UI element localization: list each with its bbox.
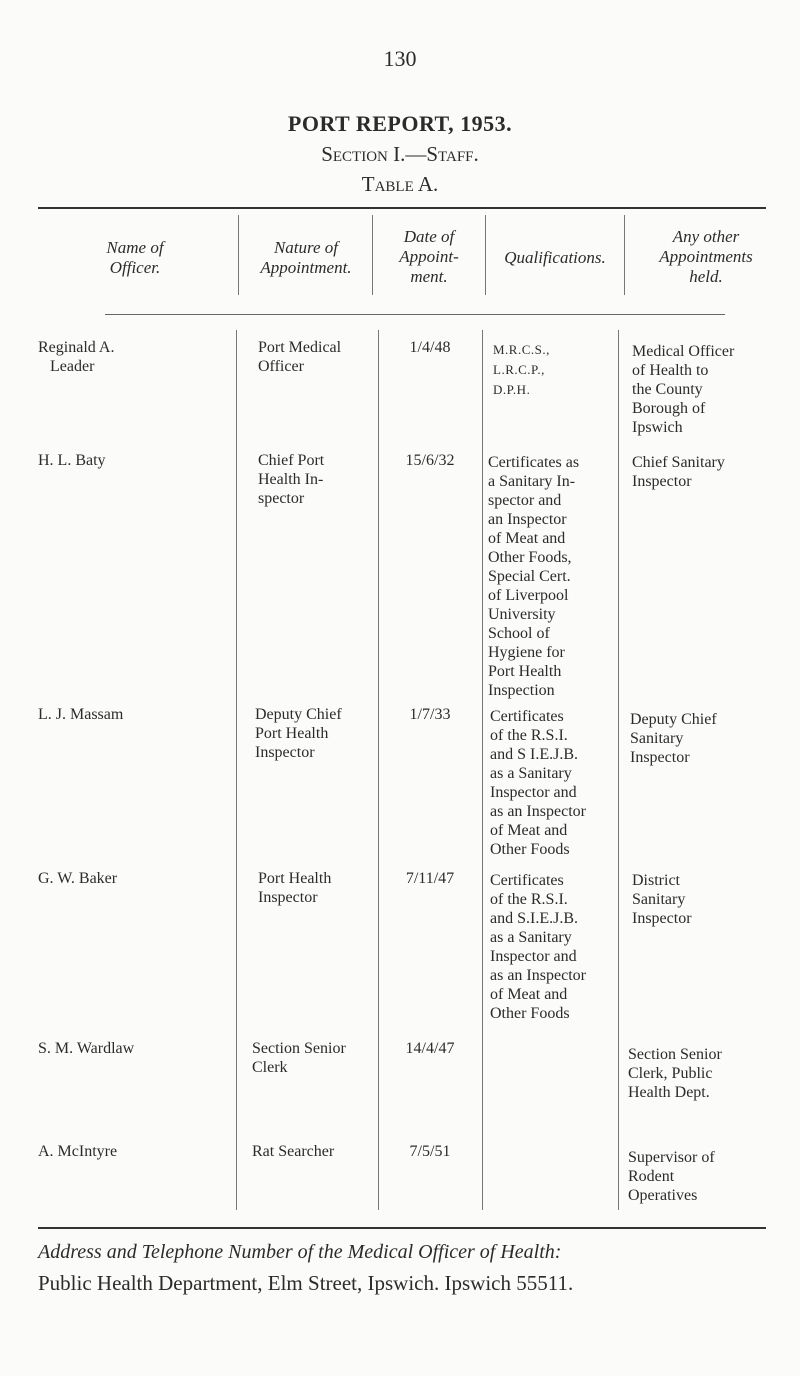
text-line: spector and: [488, 492, 562, 509]
text-line: Section Senior: [628, 1046, 722, 1063]
text-line: D.P.H.: [493, 382, 531, 397]
text-line: of Health to: [632, 362, 709, 379]
header-line: ment.: [410, 267, 448, 286]
text-line: Inspector: [632, 473, 692, 490]
header-date: [376, 227, 482, 287]
text-line: Sanitary: [630, 730, 684, 747]
text-line: L.R.C.P.,: [493, 362, 545, 377]
header-line: Appointment.: [260, 258, 352, 277]
text-line: as a Sanitary: [490, 929, 572, 946]
appointment-date: 14/4/47: [405, 1040, 455, 1057]
text-line: and S I.E.J.B.: [490, 746, 578, 763]
other-appointments: [632, 342, 762, 437]
other-appointments: [628, 1045, 768, 1102]
text-line: Certificates as: [488, 454, 580, 471]
table-bottom-rule: [38, 1227, 766, 1229]
text-line: a Sanitary In-: [488, 473, 576, 490]
text-line: District: [632, 872, 680, 889]
text-line: Inspector: [632, 910, 692, 927]
text-line: Medical Officer: [632, 343, 735, 360]
text-line: Certificates: [490, 872, 564, 889]
text-line: Supervisor of: [628, 1149, 715, 1166]
text-line: Chief Port: [258, 452, 325, 469]
text-line: Inspector: [258, 889, 318, 906]
text-line: L. J. Massam: [38, 706, 124, 723]
header-line: Name of: [106, 238, 164, 257]
text-line: Section Senior: [252, 1040, 346, 1057]
text-line: Port Health: [255, 725, 329, 742]
appointment-nature: [258, 869, 378, 907]
column-divider: [618, 330, 619, 1210]
text-line: Inspector: [255, 744, 315, 761]
header-line: Qualifications.: [504, 248, 606, 267]
officer-name: [38, 451, 188, 470]
header-line: Appoint-: [399, 247, 459, 266]
officer-name: [38, 1039, 218, 1058]
text-line: Inspector: [630, 749, 690, 766]
text-line: Officer: [258, 358, 304, 375]
appointment-date: 1/4/48: [409, 339, 451, 356]
column-divider: [372, 215, 373, 295]
text-line: Health In-: [258, 471, 324, 488]
text-line: spector: [258, 490, 305, 507]
header-line: Nature of: [273, 238, 339, 257]
text-line: of the R.S.I.: [490, 727, 568, 744]
text-line: H. L. Baty: [38, 452, 106, 469]
header-name: [55, 238, 215, 278]
text-line: G. W. Baker: [38, 870, 118, 887]
table-title: Table A.: [361, 172, 439, 196]
text-line: Clerk, Public: [628, 1065, 713, 1082]
text-line: Deputy Chief: [630, 711, 717, 728]
officer-name: [38, 705, 188, 724]
column-divider: [482, 330, 483, 1210]
text-line: Deputy Chief: [255, 706, 342, 723]
text-line: S. M. Wardlaw: [38, 1040, 135, 1057]
appointment-date: 7/11/47: [405, 870, 455, 887]
other-appointments: [632, 453, 772, 491]
text-line: of Meat and: [490, 986, 568, 1003]
column-divider: [624, 215, 625, 295]
text-line: Port Medical: [258, 339, 342, 356]
text-line: Other Foods: [490, 841, 570, 858]
page-number: 130: [383, 46, 417, 71]
header-line: Officer.: [109, 258, 161, 277]
text-line: Chief Sanitary: [632, 454, 725, 471]
text-line: Reginald A.: [38, 339, 115, 356]
qualifications: [490, 871, 615, 1023]
qualifications: [488, 453, 613, 700]
text-line: Port Health: [488, 663, 562, 680]
text-line: Inspection: [488, 682, 555, 699]
appointment-nature: [258, 338, 378, 376]
section-title: Section I.—Staff.: [321, 142, 479, 166]
column-divider: [378, 330, 379, 1210]
header-other: [626, 227, 786, 287]
text-line: and S.I.E.J.B.: [490, 910, 578, 927]
text-line: Operatives: [628, 1187, 698, 1204]
column-divider: [485, 215, 486, 295]
text-line: Special Cert.: [488, 568, 571, 585]
appointment-nature: [252, 1142, 376, 1161]
text-line: Sanitary: [632, 891, 686, 908]
officer-name: [38, 1142, 218, 1161]
text-line: Leader: [50, 358, 95, 375]
header-rule: [105, 314, 725, 315]
text-line: Other Foods,: [488, 549, 572, 566]
text-line: Other Foods: [490, 1005, 570, 1022]
text-line: as a Sanitary: [490, 765, 572, 782]
header-qualifications: [488, 248, 622, 268]
other-appointments: [628, 1148, 768, 1205]
qualifications: [493, 340, 613, 400]
text-line: Certificates: [490, 708, 564, 725]
text-line: Ipswich: [632, 419, 683, 436]
text-line: Health Dept.: [628, 1084, 710, 1101]
text-line: Rodent: [628, 1168, 675, 1185]
text-line: of Meat and: [488, 530, 566, 547]
footer-address: Public Health Department, Elm Street, Ipswich. Ipswich 55511.: [38, 1271, 574, 1295]
footer-label: Address and Telephone Number of the Medical Officer of Health:: [38, 1241, 562, 1263]
text-line: Borough of: [632, 400, 706, 417]
column-divider: [236, 330, 237, 1210]
text-line: Hygiene for: [488, 644, 565, 661]
text-line: Inspector and: [490, 948, 577, 965]
appointment-nature: [252, 1039, 376, 1077]
text-line: Port Health: [258, 870, 332, 887]
appointment-nature: [258, 451, 368, 508]
header-line: held.: [689, 267, 723, 286]
appointment-date: 1/7/33: [409, 706, 451, 723]
table-top-rule: [38, 207, 766, 209]
text-line: of Liverpool: [488, 587, 569, 604]
text-line: School of: [488, 625, 550, 642]
header-line: Any other: [672, 227, 740, 246]
appointment-nature: [255, 705, 375, 762]
officer-name: [38, 869, 188, 888]
text-line: of Meat and: [490, 822, 568, 839]
header-nature: [242, 238, 370, 278]
text-line: the County: [632, 381, 703, 398]
appointment-date: 15/6/32: [405, 452, 455, 469]
other-appointments: [630, 710, 770, 767]
text-line: an Inspector: [488, 511, 567, 528]
text-line: Inspector and: [490, 784, 577, 801]
appointment-date: 7/5/51: [409, 1143, 451, 1160]
header-line: Appointments: [659, 247, 753, 266]
header-line: Date of: [403, 227, 455, 246]
text-line: A. McIntyre: [38, 1143, 118, 1160]
text-line: Rat Searcher: [252, 1143, 335, 1160]
text-line: Clerk: [252, 1059, 288, 1076]
report-title: PORT REPORT, 1953.: [287, 111, 513, 136]
text-line: as an Inspector: [490, 967, 586, 984]
officer-name: [38, 338, 188, 376]
column-divider: [238, 215, 239, 295]
text-line: University: [488, 606, 556, 623]
other-appointments: [632, 871, 772, 928]
text-line: as an Inspector: [490, 803, 586, 820]
qualifications: [490, 707, 615, 859]
text-line: M.R.C.S.,: [493, 342, 550, 357]
text-line: of the R.S.I.: [490, 891, 568, 908]
